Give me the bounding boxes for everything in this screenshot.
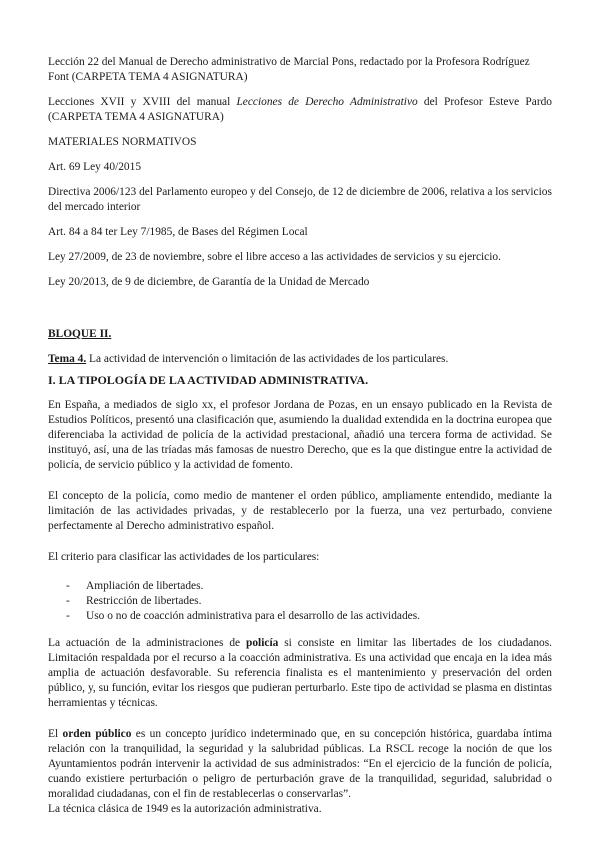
section-heading: I. LA TIPOLOGÍA DE LA ACTIVIDAD ADMINISTRATIVA.	[48, 373, 369, 387]
normativo-item: Directiva 2006/123 del Parlamento europeo y del Consejo, de 12 de diciembre de 2006, relativa a los servicios del mercado interior	[48, 186, 552, 213]
reference-1: Lección 22 del Manual de Derecho administrativo de Marcial Pons, redactado por la Profesora Rodríguez Font (CARPETA TEMA 4 ASIGNATURA)	[48, 56, 530, 83]
paragraph	[48, 636, 552, 711]
bold-term: policía	[246, 637, 279, 649]
paragraph-text: La actuación de la administraciones de	[48, 637, 247, 649]
paragraph-text: El	[48, 728, 63, 740]
bloque-title: BLOQUE II.	[48, 328, 112, 340]
document-page	[48, 55, 552, 817]
paragraph: En España, a mediados de siglo xx, el profesor Jordana de Pozas, en un ensayo publicado en la Revista de Estudios Políticos, presentó una clasificación que, asumiendo la dualidad extendida en la doctrina europea que diferenciaba la actividad de policía de la actividad prestacional, añadió una tercera forma de actividad. Se instituyó, así, una de las tríadas más famosas de nuestro Derecho, que es la que distingue entre la actividad de policía, de servicio público y la actividad de fomento.	[48, 399, 552, 471]
list-item: - Uso o no de coacción administrativa para el desarrollo de las actividades.	[66, 609, 552, 624]
reference-2-pre: Lecciones XVII y XVIII del manual	[48, 96, 237, 108]
reference-2	[48, 95, 552, 125]
normativo-item: Ley 20/2013, de 9 de diciembre, de Garantía de la Unidad de Mercado	[48, 276, 370, 288]
normativos-title: MATERIALES NORMATIVOS	[48, 136, 197, 148]
paragraph-text: si consiste en limitar las libertades de los ciudadanos. Limitación respaldada por el recurso a la coacción administrativa. Es una actividad que encaja en la idea más amplia de actuación desfavorable. Su referencia finalista es el mantenimiento y preservación del orden público, y, su función, evitar los riesgos que pudieran perturbarlo. Este tipo de actividad se plasma en distintas herramientas y técnicas.	[48, 637, 552, 709]
criteria-list	[48, 579, 552, 624]
bold-term: orden público	[62, 728, 132, 740]
normativo-item: Ley 27/2009, de 23 de noviembre, sobre el libre acceso a las actividades de servicios y su ejercicio.	[48, 251, 501, 263]
normativo-item: Art. 84 a 84 ter Ley 7/1985, de Bases del Régimen Local	[48, 226, 308, 238]
paragraph: El criterio para clasificar las actividades de los particulares:	[48, 551, 320, 563]
tema-text: La actividad de intervención o limitación de las actividades de los particulares.	[86, 353, 449, 365]
tema-line	[48, 352, 552, 367]
paragraph: El concepto de la policía, como medio de mantener el orden público, ampliamente entendido, mediante la limitación de las actividades privadas, y de restablecerlo por la fuerza, una vez perturbado, conviene perfectamente al Derecho administrativo español.	[48, 490, 552, 532]
reference-2-post: del Profesor Esteve Pardo (CARPETA TEMA 4 ASIGNATURA)	[48, 96, 553, 123]
list-item: - Restricción de libertades.	[66, 594, 552, 609]
reference-2-title: Lecciones de Derecho Administrativo	[236, 96, 418, 108]
paragraph-text: es un concepto jurídico indeterminado que, en su concepción histórica, guardaba íntima relación con la tranquilidad, la seguridad y la salubridad públicas. La RSCL recoge la noción de que los Ayuntamientos podrán intervenir la actividad de sus administrados: “En el ejercicio de la función de policía, cuando existiere perturbación o peligro de perturbación grave de la tranquilidad, seguridad, salubridad o moralidad ciudadanas, con el fin de restablecerlas o conservarlas”.	[48, 728, 552, 800]
tema-label: Tema 4.	[48, 353, 87, 365]
list-item: - Ampliación de libertades.	[66, 579, 552, 594]
paragraph: La técnica clásica de 1949 es la autorización administrativa.	[48, 803, 322, 815]
paragraph	[48, 727, 552, 802]
normativo-item: Art. 69 Ley 40/2015	[48, 161, 142, 173]
